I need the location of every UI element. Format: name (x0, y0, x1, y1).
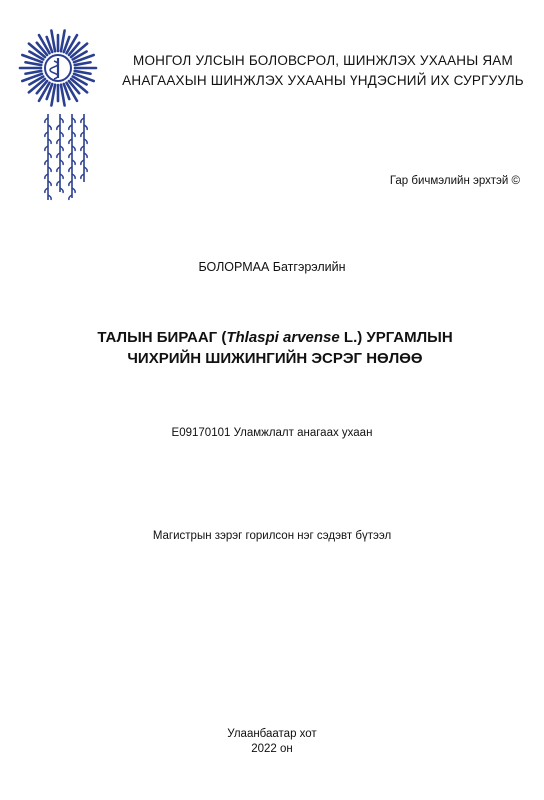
university-emblem-icon (18, 28, 98, 108)
copyright-notice: Гар бичмэлийн эрхтэй © (389, 175, 520, 187)
city: Улаанбаатар хот (227, 728, 317, 740)
year: 2022 он (251, 743, 293, 755)
institution-header (108, 51, 538, 91)
university-name: АНАГААХЫН ШИНЖЛЭХ УХААНЫ ҮНДЭСНИЙ ИХ СУРГУУЛЬ (122, 73, 524, 88)
title-part-2: L.) УРГАМЛЫН (339, 329, 453, 346)
thesis-title (40, 327, 510, 369)
author-name: БОЛОРМАА Батгэрэлийн (198, 260, 346, 274)
ministry-name: МОНГОЛ УЛСЫН БОЛОВСРОЛ, ШИНЖЛЭХ УХААНЫ ЯАМ (133, 53, 513, 68)
title-part-1: ТАЛЫН БИРААГ ( (97, 329, 227, 346)
thesis-type: Магистрын зэрэг горилсон нэг сэдэвт бүтээл (152, 530, 392, 542)
specialty-code: E09170101 Уламжлалт анагаах ухаан (171, 427, 373, 439)
place-and-year (0, 727, 544, 757)
scientific-name: Thlaspi arvense (226, 329, 340, 346)
title-line-1 (40, 327, 510, 348)
mongolian-script-name (40, 112, 90, 204)
title-line-2: ЧИХРИЙН ШИЖИНГИЙН ЭСРЭГ НӨЛӨӨ (127, 350, 423, 367)
